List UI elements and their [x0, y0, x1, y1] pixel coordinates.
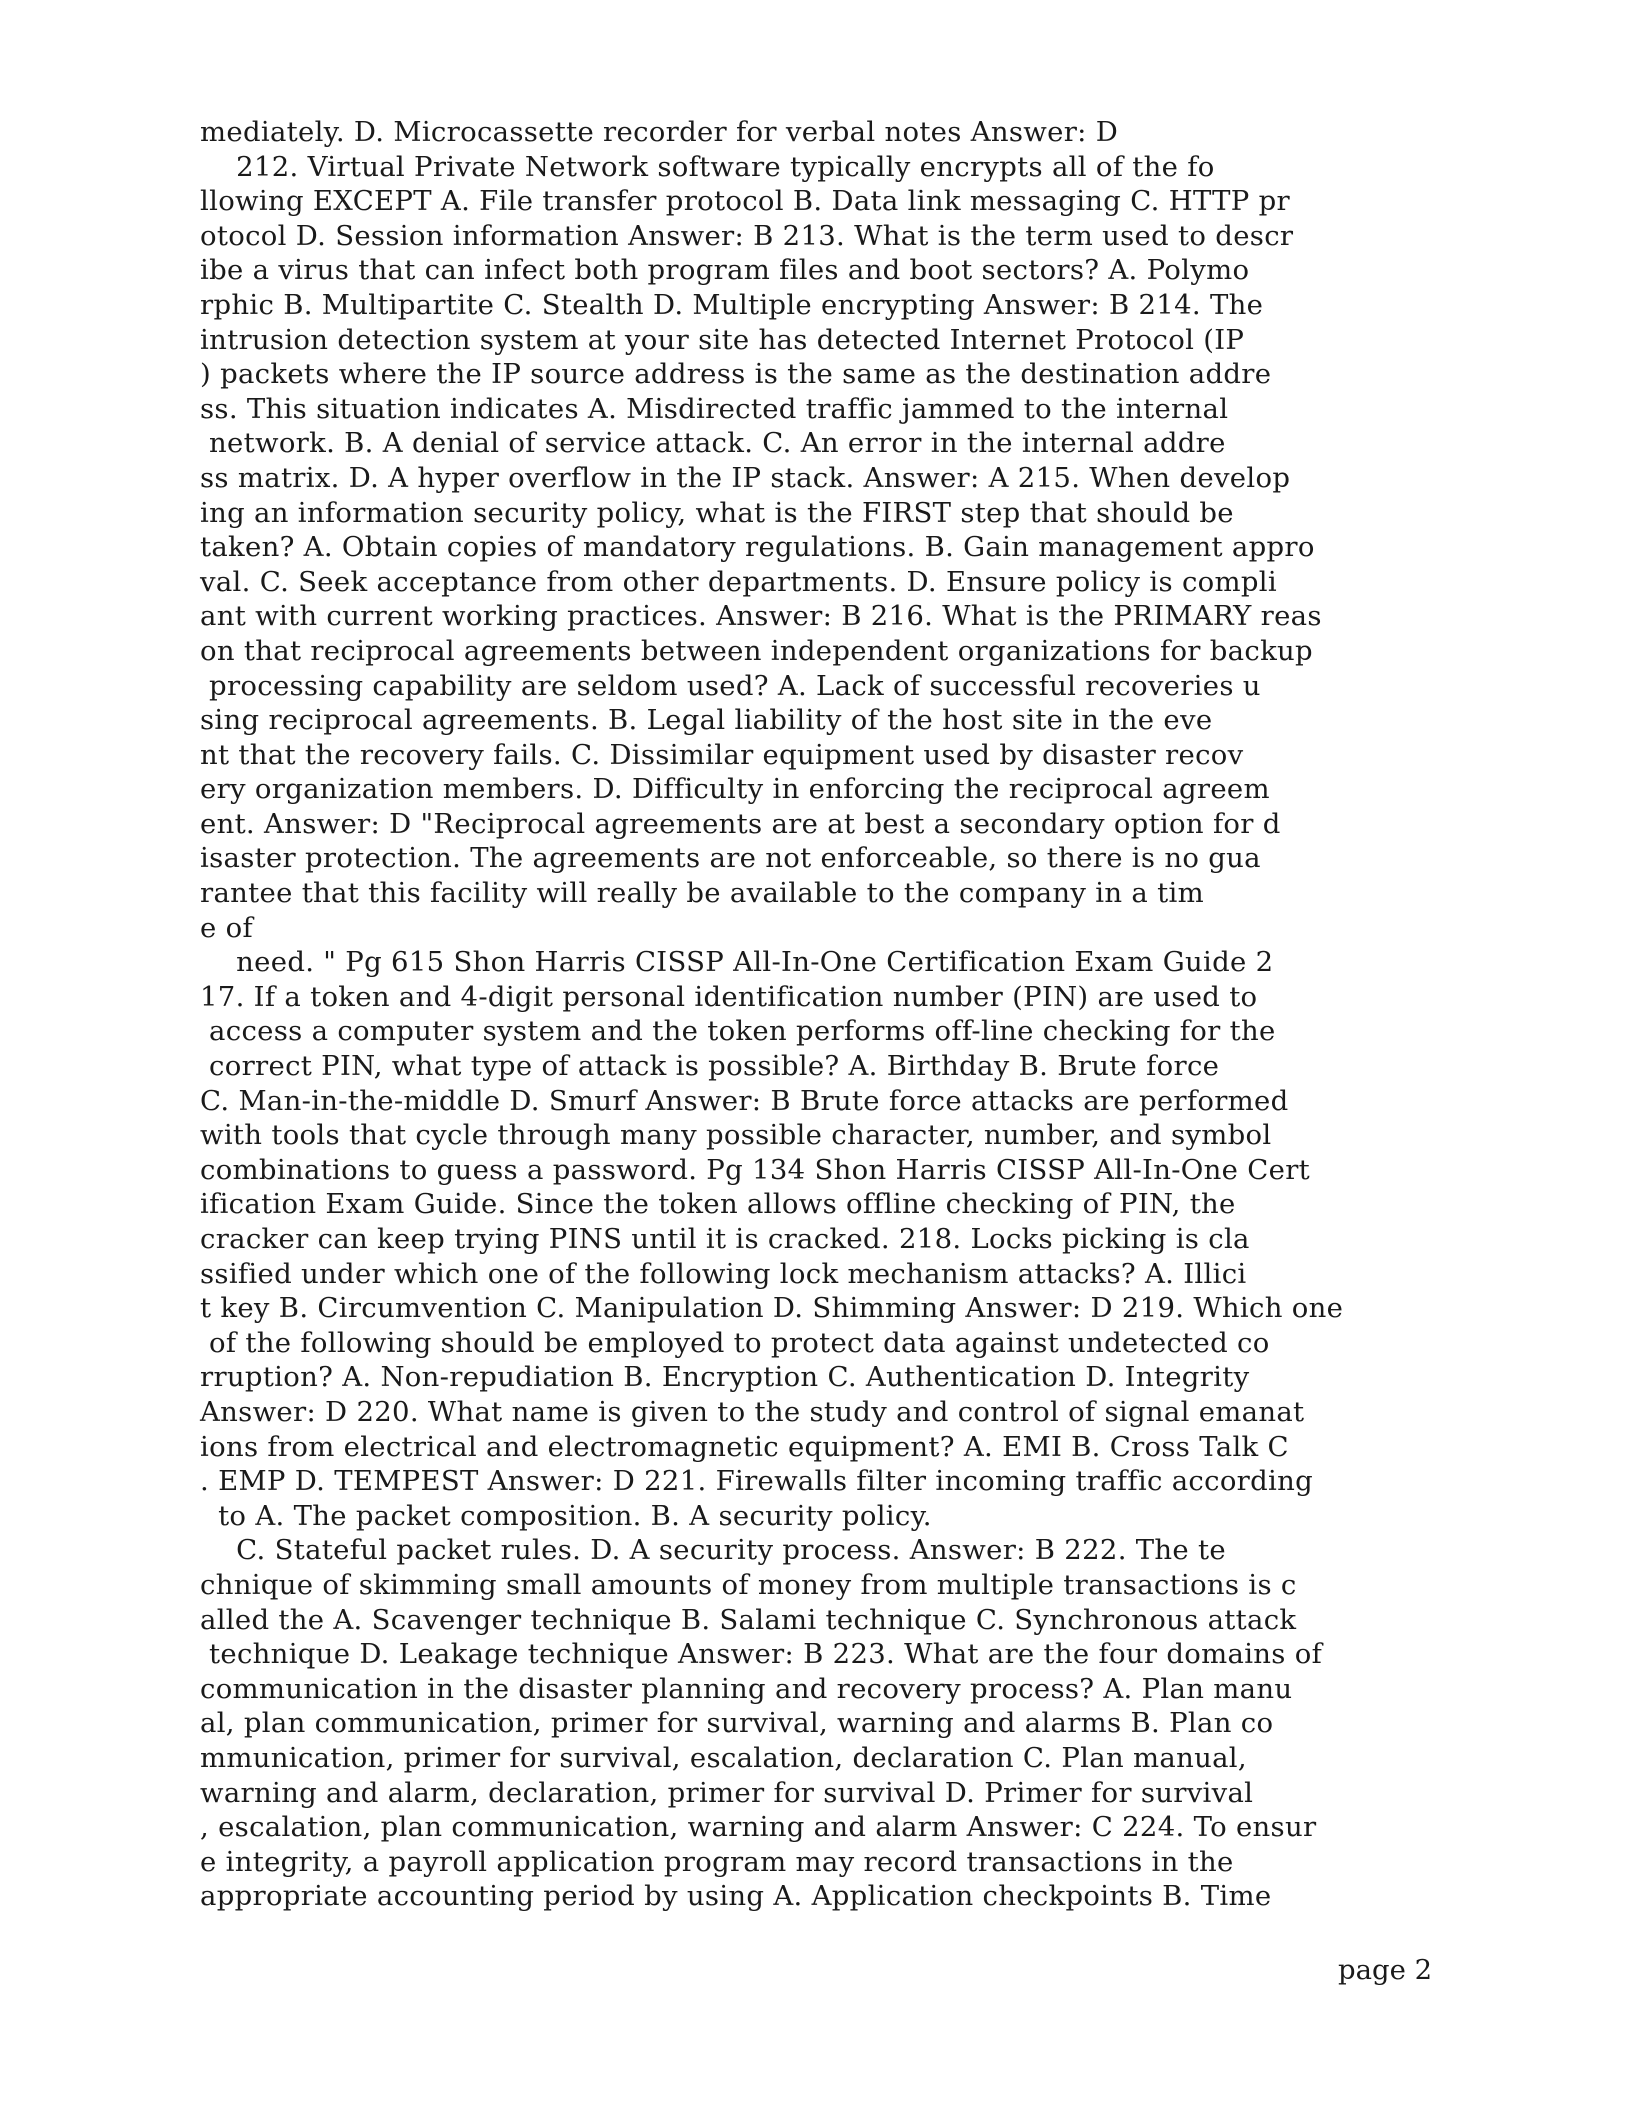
text-line: mediately. D. Microcassette recorder for verbal notes Answer: D — [200, 116, 1119, 148]
text-line: combinations to guess a password. Pg 134 Shon Harris CISSP All-In-One Cert — [200, 1153, 1310, 1186]
text-line: rphic B. Multipartite C. Stealth D. Multiple encrypting Answer: B 214. The — [200, 288, 1264, 321]
text-line: network. B. A denial of service attack. C. An error in the internal addre — [200, 427, 1226, 460]
text-line: C. Stateful packet rules. D. A security process. Answer: B 222. The te — [200, 1534, 1226, 1567]
text-line: warning and alarm, declaration, primer for survival D. Primer for survival — [200, 1776, 1254, 1809]
text-line: sing reciprocal agreements. B. Legal liability of the host site in the eve — [200, 704, 1213, 737]
text-line: with tools that cycle through many possible character, number, and symbol — [200, 1119, 1272, 1152]
text-line: chnique of skimming small amounts of money from multiple transactions is c — [200, 1568, 1297, 1601]
page-number: page 2 — [1338, 1954, 1433, 1986]
text-line: ssified under which one of the following lock mechanism attacks? A. Illici — [200, 1257, 1247, 1290]
text-line: to A. The packet composition. B. A security policy. — [200, 1499, 932, 1532]
text-line: on that reciprocal agreements between independent organizations for backup — [200, 634, 1313, 667]
text-line: 212. Virtual Private Network software typically encrypts all of the fo — [200, 150, 1215, 183]
text-line: alled the A. Scavenger technique B. Salami technique C. Synchronous attack — [200, 1603, 1297, 1636]
text-line: ions from electrical and electromagnetic equipment? A. EMI B. Cross Talk C — [200, 1430, 1289, 1463]
text-line: ant with current working practices. Answer: B 216. What is the PRIMARY reas — [200, 600, 1322, 633]
text-line: otocol D. Session information Answer: B 213. What is the term used to descr — [200, 219, 1294, 252]
text-line: appropriate accounting period by using A. Application checkpoints B. Time — [200, 1880, 1272, 1913]
text-line: val. C. Seek acceptance from other departments. D. Ensure policy is compli — [200, 565, 1277, 598]
text-line: C. Man-in-the-middle D. Smurf Answer: B Brute force attacks are performed — [200, 1084, 1289, 1117]
text-line: . EMP D. TEMPEST Answer: D 221. Firewalls filter incoming traffic according — [200, 1465, 1314, 1498]
text-line: ent. Answer: D "Reciprocal agreements are at best a secondary option for d — [200, 807, 1281, 840]
text-line: communication in the disaster planning and recovery process? A. Plan manu — [200, 1672, 1293, 1705]
text-line: e of — [200, 911, 253, 944]
text-line: rruption? A. Non-repudiation B. Encryption C. Authentication D. Integrity — [200, 1361, 1250, 1394]
text-line: ery organization members. D. Difficulty in enforcing the reciprocal agreem — [200, 773, 1270, 806]
text-line: mmunication, primer for survival, escalation, declaration C. Plan manual, — [200, 1741, 1247, 1774]
text-line: ibe a virus that can infect both program files and boot sectors? A. Polymo — [200, 254, 1250, 287]
text-line: t key B. Circumvention C. Manipulation D. Shimming Answer: D 219. Which one — [200, 1292, 1344, 1325]
text-line: processing capability are seldom used? A. Lack of successful recoveries u — [200, 669, 1261, 702]
text-line: ing an information security policy, what is the FIRST step that should be — [200, 496, 1234, 529]
text-line: correct PIN, what type of attack is possible? A. Birthday B. Brute force — [200, 1050, 1220, 1083]
text-line: nt that the recovery fails. C. Dissimilar equipment used by disaster recov — [200, 738, 1244, 771]
text-line: technique D. Leakage technique Answer: B 223. What are the four domains of — [200, 1638, 1323, 1671]
text-line: Answer: D 220. What name is given to the study and control of signal emanat — [200, 1395, 1305, 1428]
text-line: of the following should be employed to protect data against undetected co — [200, 1326, 1270, 1359]
text-line: e integrity, a payroll application program may record transactions in the — [200, 1845, 1234, 1878]
text-line: , escalation, plan communication, warning and alarm Answer: C 224. To ensur — [200, 1811, 1317, 1844]
text-line: access a computer system and the token performs off-line checking for the — [200, 1015, 1276, 1048]
text-line: al, plan communication, primer for survival, warning and alarms B. Plan co — [200, 1707, 1274, 1740]
text-line: 17. If a token and 4-digit personal identification number (PIN) are used to — [200, 980, 1258, 1013]
text-line: ) packets where the IP source address is the same as the destination addre — [200, 358, 1272, 391]
text-line: need. " Pg 615 Shon Harris CISSP All-In-One Certification Exam Guide 2 — [200, 946, 1274, 979]
text-line: ss. This situation indicates A. Misdirected traffic jammed to the internal — [200, 392, 1229, 425]
text-line: cracker can keep trying PINS until it is cracked. 218. Locks picking is cla — [200, 1223, 1250, 1255]
text-line: rantee that this facility will really be available to the company in a tim — [200, 877, 1204, 910]
text-line: ss matrix. D. A hyper overflow in the IP stack. Answer: A 215. When develop — [200, 461, 1291, 494]
text-line: llowing EXCEPT A. File transfer protocol B. Data link messaging C. HTTP pr — [200, 185, 1290, 218]
text-line: ification Exam Guide. Since the token allows offline checking of PIN, the — [200, 1188, 1236, 1221]
text-line: isaster protection. The agreements are not enforceable, so there is no gua — [200, 842, 1261, 875]
text-line: intrusion detection system at your site has detected Internet Protocol (IP — [200, 323, 1245, 356]
body-text — [200, 115, 1370, 1914]
text-line: taken? A. Obtain copies of mandatory regulations. B. Gain management appro — [200, 531, 1315, 564]
